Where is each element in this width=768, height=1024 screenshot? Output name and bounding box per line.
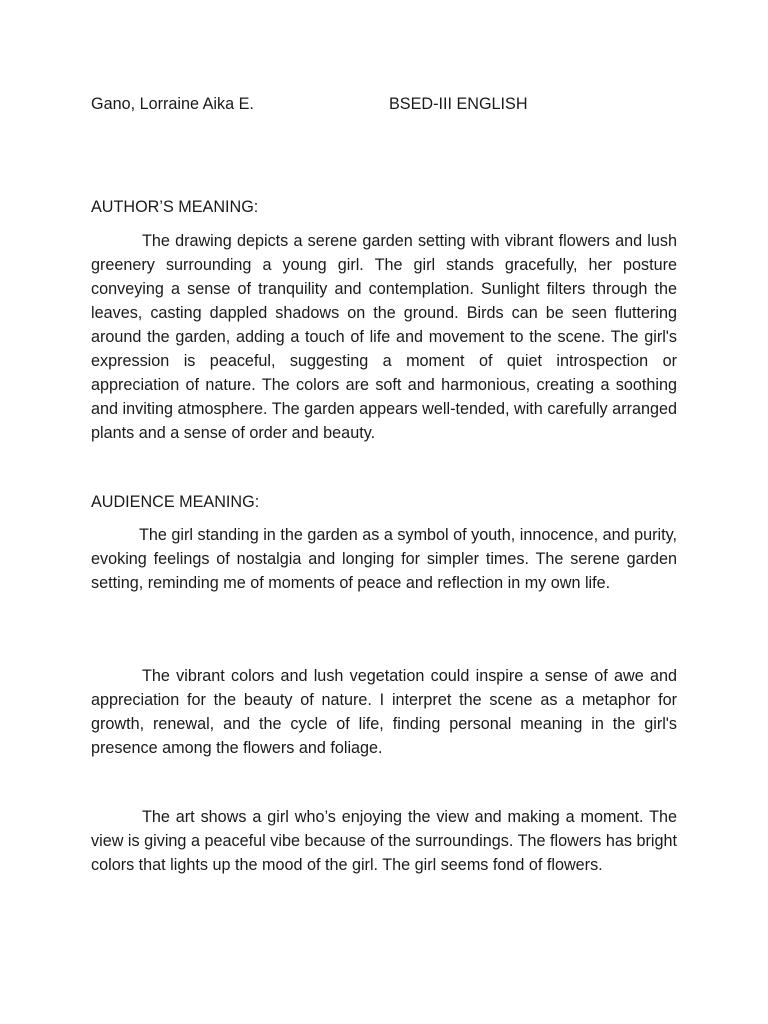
audience-meaning-paragraph-3: The art shows a girl who’s enjoying the view and making a moment. The view is giving a peaceful vibe because of the surroundings. The flowers has bright colors that lights up the mood of the girl. The girl seems fond of flowers. (91, 808, 677, 874)
audience-meaning-paragraph-2: The vibrant colors and lush vegetation could inspire a sense of awe and appreciation for the beauty of nature. I interpret the scene as a metaphor for growth, renewal, and the cycle of life, finding personal meaning in the girl's presence among the flowers and foliage. (91, 667, 677, 757)
course-label: BSED-III ENGLISH (389, 95, 528, 113)
authors-meaning-paragraph: The drawing depicts a serene garden setting with vibrant flowers and lush greenery surrounding a young girl. The girl stands gracefully, her posture conveying a sense of tranquility and contemplation. Sunlight filters through the leaves, casting dappled shadows on the ground. Birds can be seen fluttering around the garden, adding a touch of life and movement to the scene. The girl's expression is peaceful, suggesting a moment of quiet introspection or appreciation of nature. The colors are soft and harmonious, creating a soothing and inviting atmosphere. The garden appears well-tended, with carefully arranged plants and a sense of order and beauty. (91, 232, 677, 442)
student-name: Gano, Lorraine Aika E. (91, 95, 254, 113)
audience-meaning-heading: AUDIENCE MEANING: (91, 493, 260, 511)
authors-meaning-heading: AUTHOR’S MEANING: (91, 198, 259, 216)
audience-meaning-paragraph-1: The girl standing in the garden as a symbol of youth, innocence, and purity, evoking feelings of nostalgia and longing for simpler times. The serene garden setting, reminding me of moments of peace and reflection in my own life. (91, 526, 677, 592)
